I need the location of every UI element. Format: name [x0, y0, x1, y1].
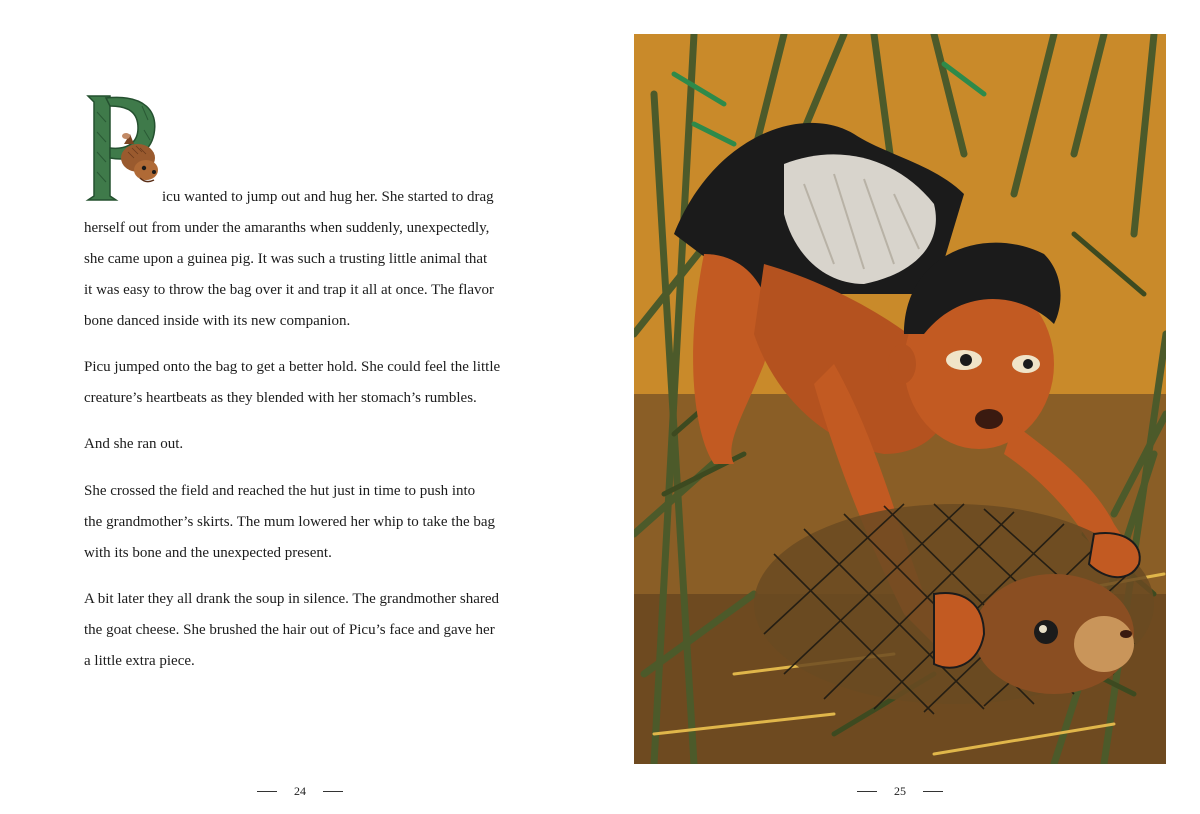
- text-line: the grandmother’s skirts. The mum lowered her whip to take the bag: [84, 514, 496, 530]
- page-number-left: 24: [255, 783, 345, 799]
- text-line: with its bone and the unexpected present.: [84, 545, 332, 561]
- right-page: [600, 0, 1200, 814]
- text-line: a little extra piece.: [84, 653, 195, 669]
- text-line: it was easy to throw the bag over it and trap it all at once. The flavor: [84, 282, 495, 298]
- paragraph-1: [84, 182, 524, 337]
- paragraph-2: [84, 352, 524, 414]
- text-line: Picu jumped onto the bag to get a better hold. She could feel the little: [84, 359, 501, 375]
- text-line: she came upon a guinea pig. It was such a trusting little animal that: [84, 251, 488, 267]
- text-line: icu wanted to jump out and hug her. She started to drag: [162, 189, 494, 205]
- paragraph-5: [84, 584, 524, 677]
- text-line: She crossed the field and reached the hut just in time to push into: [84, 483, 476, 499]
- illustration-girl-catching-guinea-pig: [634, 34, 1166, 764]
- text-line: A bit later they all drank the soup in silence. The grandmother shared: [84, 591, 500, 607]
- text-line: And she ran out.: [84, 436, 184, 452]
- text-line: creature’s heartbeats as they blended with her stomach’s rumbles.: [84, 390, 477, 406]
- paragraph-4: [84, 476, 524, 569]
- page-number-right: 25: [855, 783, 945, 799]
- illustration-artwork: [634, 34, 1166, 764]
- text-line: the goat cheese. She brushed the hair out of Picu’s face and gave her: [84, 622, 495, 638]
- paragraph-3: [84, 429, 524, 460]
- text-line: herself out from under the amaranths when suddenly, unexpectedly,: [84, 220, 490, 236]
- text-line: bone danced inside with its new companion.: [84, 313, 351, 329]
